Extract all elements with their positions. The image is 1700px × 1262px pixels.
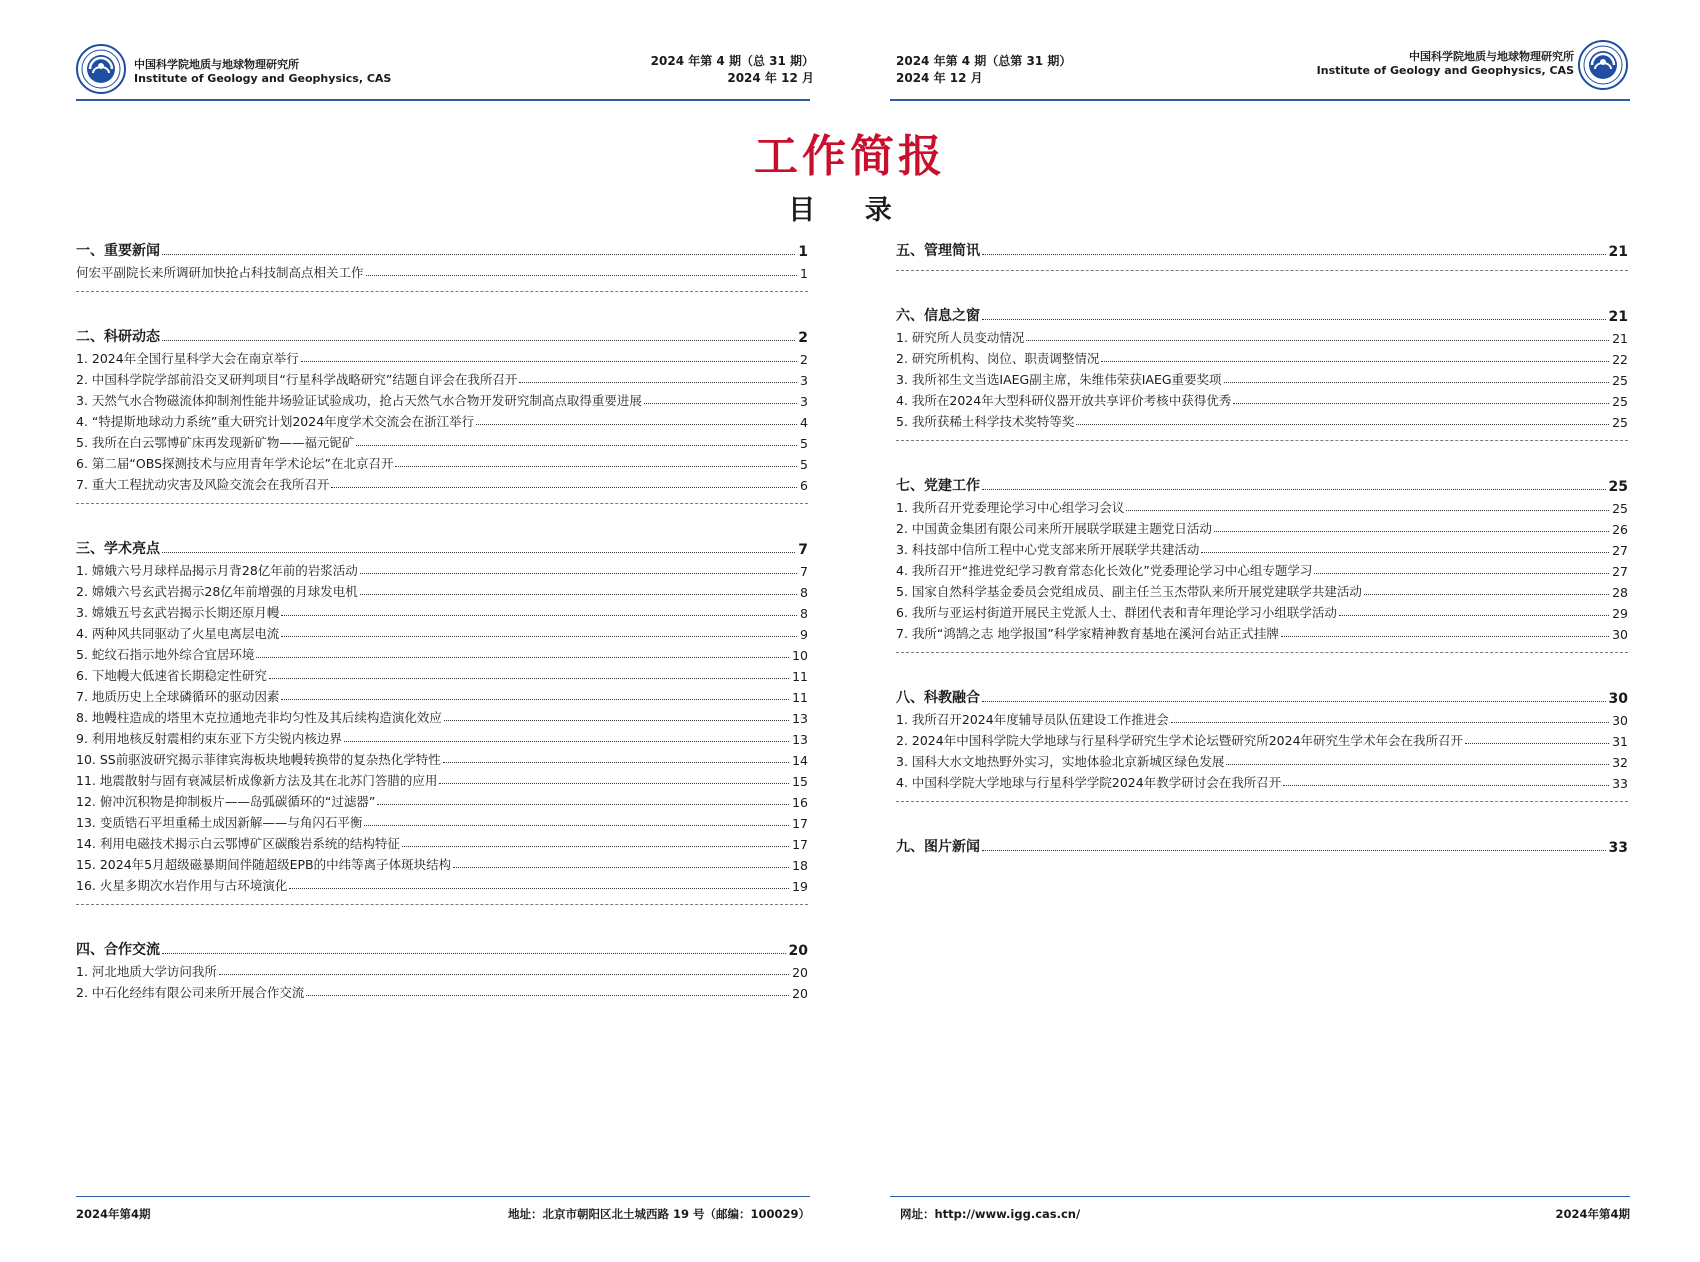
section-divider — [76, 291, 808, 292]
section-page-number: 1 — [798, 244, 808, 260]
dot-leader — [289, 888, 789, 889]
entry-page-number: 31 — [1612, 734, 1628, 749]
dot-leader — [1339, 615, 1609, 616]
toc-section-heading[interactable] — [76, 320, 808, 346]
dot-leader — [162, 254, 795, 255]
toc-entry[interactable] — [76, 768, 808, 789]
entry-page-number: 8 — [800, 606, 808, 621]
toc-entry[interactable] — [76, 472, 808, 493]
entry-page-number: 25 — [1612, 373, 1628, 388]
toc-entry[interactable] — [896, 346, 1628, 367]
entry-title: 9. 利用地核反射震相约束东亚下方尖锐内核边界 — [76, 731, 342, 746]
entry-page-number: 3 — [800, 373, 808, 388]
entry-title: 6. 我所与亚运村街道开展民主党派人士、群团代表和青年理论学习小组联学活动 — [896, 605, 1337, 620]
dot-leader — [1233, 403, 1609, 404]
dot-leader — [1171, 722, 1609, 723]
entry-title: 1. 2024年全国行星科学大会在南京举行 — [76, 351, 299, 366]
section-page-number: 30 — [1608, 691, 1628, 707]
entry-title: 2. 中石化经纬有限公司来所开展合作交流 — [76, 985, 305, 1000]
entry-title: 14. 利用电磁技术揭示白云鄂博矿区碳酸岩系统的结构特征 — [76, 836, 400, 851]
entry-page-number: 28 — [1612, 585, 1628, 600]
toc-entry[interactable] — [896, 325, 1628, 346]
dot-leader — [1101, 361, 1609, 362]
toc-entry[interactable] — [76, 346, 808, 367]
entry-page-number: 11 — [792, 690, 808, 705]
section-title: 八、科教融合 — [896, 690, 980, 706]
dot-leader — [1201, 552, 1609, 553]
toc-entry[interactable] — [896, 516, 1628, 537]
dot-leader — [1126, 510, 1609, 511]
dot-leader — [1314, 573, 1609, 574]
toc-section-heading[interactable] — [896, 830, 1628, 856]
entry-title: 1. 我所召开党委理论学习中心组学习会议 — [896, 500, 1125, 515]
entry-title: 15. 2024年5月超级磁暴期间伴随超级EPB的中纬等离子体斑块结构 — [76, 857, 452, 872]
entry-title: 1. 河北地质大学访问我所 — [76, 964, 217, 979]
entry-title: 3. 天然气水合物磁流体抑制剂性能井场验证试验成功，抢占天然气水合物开发研究制高点取得重要进展 — [76, 393, 642, 408]
section-page-number: 21 — [1608, 244, 1628, 260]
toc-entry[interactable] — [76, 705, 808, 726]
entry-title: 7. 重大工程扰动灾害及风险交流会在我所召开 — [76, 477, 330, 492]
institute-logo-icon — [1578, 40, 1628, 90]
header-right — [1578, 40, 1628, 94]
toc-entry[interactable] — [896, 409, 1628, 430]
dot-leader — [444, 720, 789, 721]
footer-rule — [890, 1196, 1630, 1197]
entry-page-number: 17 — [792, 816, 808, 831]
entry-title: 5. 我所在白云鄂博矿床再发现新矿物——福元铌矿 — [76, 435, 355, 450]
dot-leader — [256, 657, 789, 658]
entry-title: 6. 下地幔大低速省长期稳定性研究 — [76, 668, 267, 683]
toc-entry[interactable] — [76, 663, 808, 684]
dot-leader — [162, 340, 795, 341]
toc-entry[interactable] — [896, 558, 1628, 579]
section-page-number: 21 — [1608, 309, 1628, 325]
toc-entry[interactable] — [76, 367, 808, 388]
dot-leader — [519, 382, 797, 383]
entry-title: 10. SS前驱波研究揭示菲律宾海板块地幔转换带的复杂热化学特性 — [76, 752, 441, 767]
header-rule — [890, 99, 1630, 101]
toc-entry[interactable] — [896, 707, 1628, 728]
section-gap — [896, 275, 1628, 299]
dot-leader — [162, 552, 795, 553]
dot-leader — [402, 846, 789, 847]
entry-title: 1. 我所召开2024年度辅导员队伍建设工作推进会 — [896, 712, 1169, 727]
dot-leader — [281, 636, 797, 637]
toc-entry[interactable] — [76, 980, 808, 1001]
section-divider — [896, 270, 1628, 271]
toc-section-heading[interactable] — [896, 234, 1628, 260]
footer-issue: 2024年第4期 — [1555, 1207, 1630, 1221]
entry-title: 2. 嫦娥六号玄武岩揭示28亿年前增强的月球发电机 — [76, 584, 358, 599]
entry-page-number: 25 — [1612, 501, 1628, 516]
dot-leader — [162, 953, 786, 954]
entry-page-number: 5 — [800, 457, 808, 472]
section-gap — [76, 909, 808, 933]
dot-leader — [1224, 382, 1610, 383]
entry-page-number: 21 — [1612, 331, 1628, 346]
entry-page-number: 5 — [800, 436, 808, 451]
entry-title: 4. “特提斯地球动力系统”重大研究计划2024年度学术交流会在浙江举行 — [76, 414, 475, 429]
dot-leader — [1283, 785, 1609, 786]
entry-title: 5. 国家自然科学基金委员会党组成员、副主任兰玉杰带队来所开展党建联学共建活动 — [896, 584, 1362, 599]
section-divider — [896, 652, 1628, 653]
entry-page-number: 27 — [1612, 564, 1628, 579]
entry-page-number: 29 — [1612, 606, 1628, 621]
toc-left-column — [76, 234, 808, 1001]
entry-page-number: 3 — [800, 394, 808, 409]
entry-page-number: 16 — [792, 795, 808, 810]
institute-name-cn: 中国科学院地质与地球物理研究所 — [1409, 50, 1574, 63]
dot-leader — [306, 995, 789, 996]
toc-entry[interactable] — [896, 537, 1628, 558]
toc-entry[interactable] — [76, 600, 808, 621]
entry-title: 3. 科技部中信所工程中心党支部来所开展联学共建活动 — [896, 542, 1200, 557]
toc-heading: 目 录 — [788, 195, 912, 226]
toc-entry[interactable] — [896, 495, 1628, 516]
entry-page-number: 15 — [792, 774, 808, 789]
entry-page-number: 32 — [1612, 755, 1628, 770]
dot-leader — [443, 762, 789, 763]
entry-page-number: 20 — [792, 986, 808, 1001]
entry-page-number: 19 — [792, 879, 808, 894]
section-page-number: 33 — [1608, 840, 1628, 856]
dot-leader — [360, 594, 797, 595]
section-gap — [76, 508, 808, 532]
entry-page-number: 1 — [800, 266, 808, 281]
dot-leader — [331, 487, 797, 488]
footer-address: 地址：北京市朝阳区北土城西路 19 号（邮编：100029） — [507, 1207, 810, 1221]
entry-page-number: 30 — [1612, 627, 1628, 642]
footer-rule — [76, 1196, 810, 1197]
dot-leader — [1214, 531, 1609, 532]
toc-entry[interactable] — [896, 388, 1628, 409]
toc-section-heading[interactable] — [896, 469, 1628, 495]
entry-page-number: 30 — [1612, 713, 1628, 728]
entry-title: 3. 国科大水文地热野外实习，实地体验北京新城区绿色发展 — [896, 754, 1225, 769]
entry-page-number: 27 — [1612, 543, 1628, 558]
entry-page-number: 14 — [792, 753, 808, 768]
dot-leader — [982, 701, 1606, 702]
toc-entry[interactable] — [896, 621, 1628, 642]
dot-leader — [1364, 594, 1609, 595]
entry-page-number: 17 — [792, 837, 808, 852]
dot-leader — [269, 678, 789, 679]
institute-logo-icon — [76, 44, 126, 94]
entry-title: 13. 变质锆石平坦重稀土成因新解——与角闪石平衡 — [76, 815, 363, 830]
issue-number: 2024 年第 4 期（总 31 期） — [650, 54, 814, 68]
section-gap — [896, 806, 1628, 830]
toc-right-column — [896, 234, 1628, 856]
dot-leader — [366, 275, 798, 276]
section-title: 三、学术亮点 — [76, 541, 160, 557]
toc-entry[interactable] — [76, 684, 808, 705]
entry-title: 8. 地幔柱造成的塔里木克拉通地壳非均匀性及其后续构造演化效应 — [76, 710, 442, 725]
entry-page-number: 25 — [1612, 394, 1628, 409]
institute-name-cn: 中国科学院地质与地球物理研究所 — [134, 58, 299, 71]
toc-entry[interactable] — [76, 810, 808, 831]
entry-title: 2. 中国科学院学部前沿交叉研判项目“行星科学战略研究”结题自评会在我所召开 — [76, 372, 518, 387]
dot-leader — [281, 699, 789, 700]
section-gap — [896, 657, 1628, 681]
dot-leader — [453, 867, 789, 868]
toc-section-heading[interactable] — [76, 532, 808, 558]
entry-title: 16. 火星多期次水岩作用与古环境演化 — [76, 878, 288, 893]
dot-leader — [982, 850, 1606, 851]
section-divider — [896, 801, 1628, 802]
header-rule — [76, 99, 810, 101]
dot-leader — [395, 466, 797, 467]
dot-leader — [644, 403, 797, 404]
entry-title: 3. 我所祁生文当选IAEG副主席，朱维伟荣获IAEG重要奖项 — [896, 372, 1222, 387]
toc-section-heading[interactable] — [76, 234, 808, 260]
entry-page-number: 22 — [1612, 352, 1628, 367]
toc-entry[interactable] — [896, 770, 1628, 791]
issue-date: 2024 年 12 月 — [727, 71, 814, 85]
toc-entry[interactable] — [76, 451, 808, 472]
entry-page-number: 20 — [792, 965, 808, 980]
dot-leader — [377, 804, 789, 805]
section-title: 四、合作交流 — [76, 942, 160, 958]
footer-issue: 2024年第4期 — [76, 1207, 151, 1221]
issue-date: 2024 年 12 月 — [896, 71, 983, 85]
toc-entry[interactable] — [896, 367, 1628, 388]
entry-title: 6. 第二届“OBS探测技术与应用青年学术论坛”在北京召开 — [76, 456, 394, 471]
institute-name-en: Institute of Geology and Geophysics, CAS — [134, 72, 392, 85]
entry-title: 1. 研究所人员变动情况 — [896, 330, 1025, 345]
toc-section-heading[interactable] — [896, 681, 1628, 707]
toc-entry[interactable] — [896, 579, 1628, 600]
toc-entry[interactable] — [76, 388, 808, 409]
entry-title: 2. 中国黄金集团有限公司来所开展联学联建主题党日活动 — [896, 521, 1212, 536]
entry-title: 12. 俯冲沉积物是抑制板片——岛弧碳循环的“过滤器” — [76, 794, 376, 809]
toc-entry[interactable] — [76, 430, 808, 451]
dot-leader — [360, 573, 797, 574]
footer-website: 网址：http://www.igg.cas.cn/ — [900, 1207, 1081, 1221]
entry-page-number: 7 — [800, 564, 808, 579]
entry-title: 7. 我所“鸿鹄之志 地学报国”科学家精神教育基地在溪河台站正式挂牌 — [896, 626, 1279, 641]
dot-leader — [439, 783, 789, 784]
dot-leader — [281, 615, 797, 616]
dot-leader — [364, 825, 789, 826]
dot-leader — [982, 489, 1606, 490]
toc-entry[interactable] — [76, 409, 808, 430]
toc-entry[interactable] — [76, 959, 808, 980]
section-title: 七、党建工作 — [896, 478, 980, 494]
entry-page-number: 2 — [800, 352, 808, 367]
entry-title: 2. 2024年中国科学院大学地球与行星科学研究生学术论坛暨研究所2024年研究生学术年会在我所召开 — [896, 733, 1464, 748]
dot-leader — [1026, 340, 1609, 341]
dot-leader — [982, 254, 1606, 255]
entry-title: 何宏平副院长来所调研加快抢占科技制高点相关工作 — [76, 265, 364, 280]
entry-page-number: 18 — [792, 858, 808, 873]
entry-page-number: 26 — [1612, 522, 1628, 537]
entry-page-number: 10 — [792, 648, 808, 663]
toc-entry[interactable] — [896, 600, 1628, 621]
entry-page-number: 13 — [792, 711, 808, 726]
section-title: 二、科研动态 — [76, 329, 160, 345]
dot-leader — [982, 319, 1606, 320]
toc-entry[interactable] — [76, 642, 808, 663]
entry-page-number: 25 — [1612, 415, 1628, 430]
dot-leader — [301, 361, 797, 362]
toc-entry[interactable] — [76, 260, 808, 281]
toc-entry[interactable] — [76, 621, 808, 642]
entry-page-number: 33 — [1612, 776, 1628, 791]
dot-leader — [476, 424, 797, 425]
entry-title: 4. 我所在2024年大型科研仪器开放共享评价考核中获得优秀 — [896, 393, 1232, 408]
entry-title: 2. 研究所机构、岗位、职责调整情况 — [896, 351, 1100, 366]
issue-number: 2024 年第 4 期（总第 31 期） — [896, 54, 1072, 68]
toc-entry[interactable] — [76, 579, 808, 600]
header-left — [76, 44, 126, 98]
section-gap — [896, 445, 1628, 469]
entry-page-number: 6 — [800, 478, 808, 493]
toc-entry[interactable] — [896, 728, 1628, 749]
entry-page-number: 9 — [800, 627, 808, 642]
toc-section-heading[interactable] — [76, 933, 808, 959]
entry-title: 11. 地震散射与固有衰减层析成像新方法及其在北苏门答腊的应用 — [76, 773, 438, 788]
dot-leader — [344, 741, 789, 742]
entry-title: 4. 我所召开“推进党纪学习教育常态化长效化”党委理论学习中心组专题学习 — [896, 563, 1313, 578]
entry-page-number: 13 — [792, 732, 808, 747]
dot-leader — [1281, 636, 1609, 637]
toc-entry[interactable] — [76, 726, 808, 747]
entry-title: 5. 蛇纹石指示地外综合宜居环境 — [76, 647, 255, 662]
toc-entry[interactable] — [76, 789, 808, 810]
toc-section-heading[interactable] — [896, 299, 1628, 325]
section-page-number: 2 — [798, 330, 808, 346]
entry-page-number: 4 — [800, 415, 808, 430]
entry-title: 7. 地质历史上全球磷循环的驱动因素 — [76, 689, 280, 704]
entry-title: 4. 中国科学院大学地球与行星科学学院2024年教学研讨会在我所召开 — [896, 775, 1282, 790]
section-divider — [76, 904, 808, 905]
institute-name-en: Institute of Geology and Geophysics, CAS — [1316, 64, 1574, 77]
toc-entry[interactable] — [76, 831, 808, 852]
dot-leader — [219, 974, 789, 975]
entry-page-number: 8 — [800, 585, 808, 600]
toc-entry[interactable] — [76, 558, 808, 579]
section-title: 六、信息之窗 — [896, 308, 980, 324]
dot-leader — [1076, 424, 1609, 425]
entry-title: 1. 嫦娥六号月球样品揭示月背28亿年前的岩浆活动 — [76, 563, 358, 578]
section-page-number: 7 — [798, 542, 808, 558]
section-divider — [76, 503, 808, 504]
dot-leader — [1465, 743, 1609, 744]
toc-entry[interactable] — [896, 749, 1628, 770]
section-page-number: 25 — [1608, 479, 1628, 495]
section-title: 五、管理简讯 — [896, 243, 980, 259]
section-title: 九、图片新闻 — [896, 839, 980, 855]
entry-title: 4. 两种风共同驱动了火星电离层电流 — [76, 626, 280, 641]
entry-page-number: 11 — [792, 669, 808, 684]
section-page-number: 20 — [788, 943, 808, 959]
toc-entry[interactable] — [76, 873, 808, 894]
entry-title: 3. 嫦娥五号玄武岩揭示长期还原月幔 — [76, 605, 280, 620]
toc-entry[interactable] — [76, 747, 808, 768]
dot-leader — [356, 445, 797, 446]
toc-entry[interactable] — [76, 852, 808, 873]
section-divider — [896, 440, 1628, 441]
entry-title: 5. 我所获稀土科学技术奖特等奖 — [896, 414, 1075, 429]
dot-leader — [1226, 764, 1609, 765]
section-gap — [76, 296, 808, 320]
page-title: 工作简报 — [754, 131, 946, 182]
section-title: 一、重要新闻 — [76, 243, 160, 259]
